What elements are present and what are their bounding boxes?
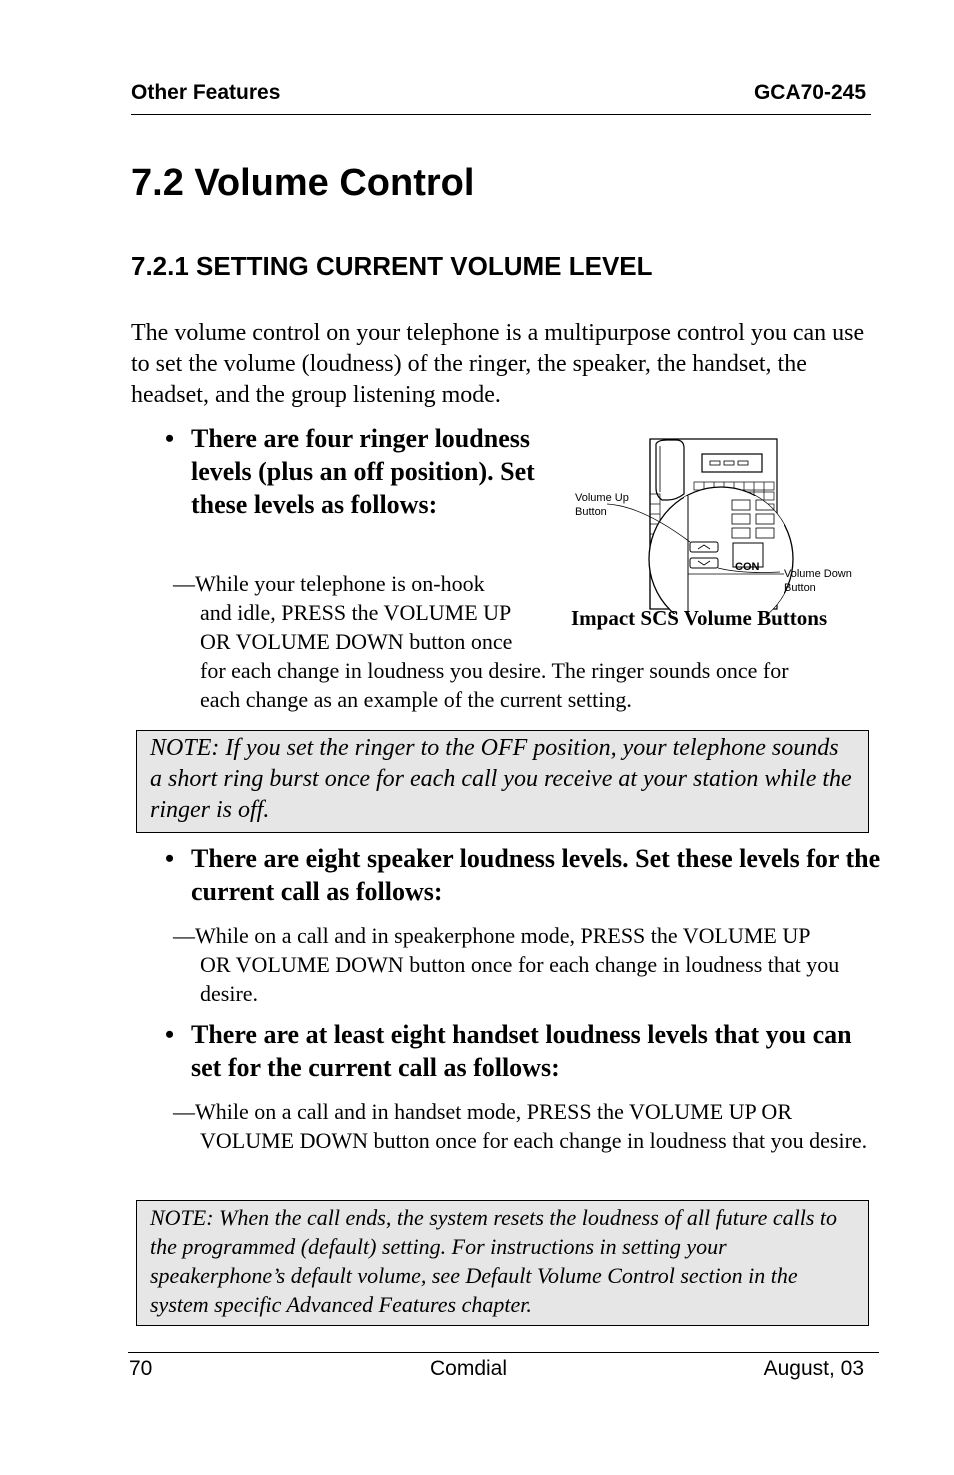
- bullet-text: There are eight speaker loudness levels. Set these levels for the current call as follows:: [191, 844, 881, 906]
- step-handset: [173, 1097, 873, 1155]
- note-call-end: NOTE: When the call ends, the system resets the loudness of all future calls to the programmed (default) setting. For instructions in setting your speakerphone’s default volume, see Default Volume Control section in the system specific Advanced Features chapter.: [136, 1200, 869, 1326]
- running-header-doc-id: GCA70-245: [753, 81, 866, 104]
- step-line: each change as an example of the current setting.: [200, 687, 632, 712]
- section-title: 7.2 Volume Control: [131, 162, 475, 204]
- label-volume-up-line2: Button: [575, 506, 607, 518]
- bullet-marker: •: [165, 1020, 175, 1049]
- step-line: and idle, PRESS the VOLUME UP: [200, 600, 512, 625]
- step-line: —While on a call and in handset mode, PRESS the VOLUME UP OR: [173, 1099, 792, 1124]
- bullet-text: There are at least eight handset loudness levels that you can set for the current call as follows:: [191, 1020, 852, 1082]
- figure-caption: Impact SCS Volume Buttons: [571, 606, 828, 630]
- label-volume-down-line1: Volume Down: [784, 568, 852, 580]
- intro-paragraph: The volume control on your telephone is a multipurpose control you can use to set the volume (loudness) of the ringer, the speaker, the handset, the headset, and the group listening mode.: [131, 320, 865, 408]
- step-line: OR VOLUME DOWN button once: [200, 629, 513, 654]
- phone-brand-text: CON: [735, 561, 760, 573]
- step-speaker: [173, 921, 873, 1008]
- step-line: for each change in loudness you desire. The ringer sounds once for: [200, 658, 789, 683]
- page-number: 70: [129, 1357, 153, 1380]
- footer-date: August, 03: [763, 1357, 864, 1380]
- bullet-marker: •: [165, 844, 175, 873]
- footer-rule: [128, 1352, 879, 1353]
- header-rule: [131, 114, 871, 115]
- label-volume-down-line2: Button: [784, 582, 816, 594]
- telephone-illustration: [572, 434, 872, 614]
- subsection-title: 7.2.1 SETTING CURRENT VOLUME LEVEL: [131, 251, 653, 281]
- note-ringer-off: NOTE: If you set the ringer to the OFF position, your telephone sounds a short ring burst once for each call you receive at your station while the ringer is off.: [136, 730, 869, 833]
- bullet-marker: •: [165, 424, 175, 453]
- step-line: VOLUME DOWN button once for each change in loudness that you desire.: [200, 1128, 868, 1153]
- step-line: —While your telephone is on-hook: [173, 571, 485, 596]
- footer-company: Comdial: [430, 1357, 508, 1380]
- label-volume-up-line1: Volume Up: [575, 492, 629, 504]
- running-header-section: Other Features: [131, 81, 281, 104]
- bullet-text: There are four ringer loudness levels (plus an off position). Set these levels as follows:: [191, 424, 535, 519]
- step-line: OR VOLUME DOWN button once for each change in loudness that you desire.: [200, 952, 840, 1006]
- step-line: —While on a call and in speakerphone mode, PRESS the VOLUME UP: [173, 923, 811, 948]
